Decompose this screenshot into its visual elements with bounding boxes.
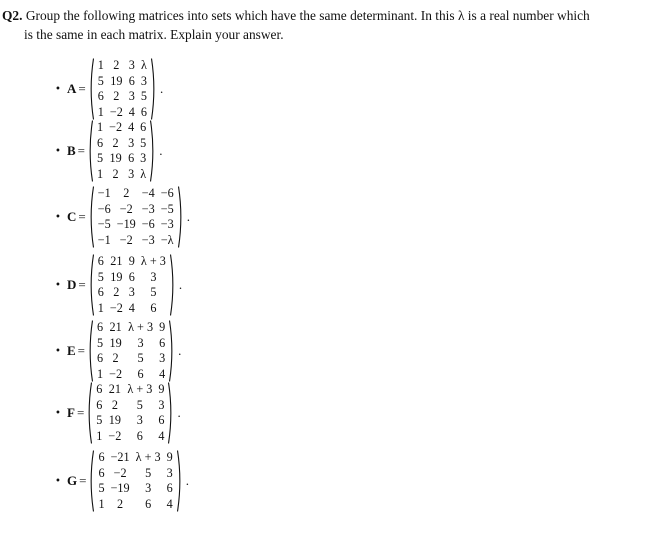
equals-sign: = — [78, 209, 86, 224]
matrix-cell: 5 — [140, 89, 147, 103]
matrix-cell: 21 — [110, 254, 123, 268]
matrix-cell: −5 — [97, 217, 111, 231]
matrix-cell: 3 — [128, 89, 135, 103]
matrix-label: A — [67, 81, 77, 96]
matrix-cell: 4 — [128, 120, 135, 134]
matrix — [87, 120, 156, 182]
matrix-cell: 1 — [97, 120, 104, 134]
matrix-item-f — [55, 381, 181, 445]
matrix-cell: 3 — [150, 269, 157, 284]
matrix-cell: λ + 3 — [128, 320, 154, 334]
matrix — [88, 58, 157, 120]
matrix-item-c — [55, 185, 190, 249]
matrix-cell: λ — [140, 166, 147, 181]
matrix-cell: 5 — [145, 465, 152, 480]
matrix-cell: 1 — [97, 366, 104, 381]
matrix-cell: 2 — [117, 496, 124, 511]
matrix-cell: 4 — [128, 300, 135, 315]
matrix-cell: 19 — [109, 335, 122, 350]
matrix-cell: −1 — [97, 232, 111, 247]
matrix-cell: 6 — [136, 428, 143, 443]
equals-sign: = — [79, 473, 87, 488]
bullet: • — [55, 83, 61, 95]
matrix-cell: 2 — [123, 186, 130, 200]
matrix-cell: 6 — [96, 397, 103, 412]
matrix-cell: 6 — [140, 120, 147, 134]
matrix-cell: 6 — [159, 335, 166, 350]
matrix-cell: 3 — [128, 135, 135, 150]
matrix-cell: 21 — [109, 320, 122, 334]
period: . — [186, 209, 190, 224]
matrix-label: B — [67, 143, 76, 158]
matrix-cell: 6 — [166, 481, 173, 495]
matrix-cell: 6 — [97, 351, 104, 365]
matrix-cell: −3 — [141, 232, 155, 247]
equals-sign: = — [77, 143, 86, 158]
matrix-label: E — [67, 343, 76, 358]
question-line-2: is the same in each matrix. Explain your answer. — [24, 27, 284, 42]
equals-sign: = — [78, 81, 86, 96]
matrix-cell: −3 — [141, 201, 155, 216]
matrix-cell: −2 — [109, 300, 123, 315]
matrix-cell: 6 — [96, 382, 103, 396]
matrix-label: D — [67, 277, 77, 292]
matrix-cell: 6 — [97, 254, 104, 268]
right-parenthesis — [178, 186, 184, 248]
matrix-cell: 2 — [113, 285, 120, 299]
matrix-cell: 6 — [98, 450, 105, 464]
matrix-entries — [94, 450, 176, 512]
matrix-cell: 2 — [111, 397, 118, 412]
matrix-cell: −2 — [109, 120, 123, 134]
matrix-cell: 19 — [110, 269, 123, 284]
matrix-cell: 4 — [159, 366, 166, 381]
matrix-cell: λ + 3 — [127, 382, 153, 396]
equals-sign: = — [77, 343, 86, 358]
matrix-cell: −19 — [116, 217, 136, 231]
matrix-cell: −6 — [160, 186, 174, 200]
bullet: • — [55, 145, 61, 157]
matrix-cell: 6 — [97, 89, 104, 103]
right-parenthesis — [168, 382, 174, 444]
matrix-cell: 6 — [97, 320, 104, 334]
matrix-cell: 6 — [128, 73, 135, 88]
matrix-cell: 5 — [97, 151, 104, 165]
matrix-cell: −1 — [97, 186, 111, 200]
matrix-cell: 5 — [97, 269, 104, 284]
matrix-cell: 6 — [150, 300, 157, 315]
matrix-cell: 9 — [158, 382, 165, 396]
matrix-entries — [92, 382, 168, 444]
matrix-cell: 6 — [128, 269, 135, 284]
right-parenthesis — [150, 120, 156, 182]
matrix-cell: 1 — [98, 496, 105, 511]
matrix-cell: 6 — [137, 366, 144, 381]
matrix-cell: 6 — [128, 151, 135, 165]
matrix — [87, 320, 175, 382]
matrix-cell: 2 — [113, 89, 120, 103]
question-prompt: Group the following matrices into sets which have the same determinant. In this λ is a real number which — [25, 8, 590, 23]
right-parenthesis — [177, 450, 183, 512]
matrix-cell: 5 — [137, 351, 144, 365]
matrix-cell: 5 — [140, 135, 147, 150]
matrix-cell: 3 — [128, 58, 135, 72]
period: . — [159, 81, 164, 96]
matrix-item-g — [55, 449, 189, 513]
period: . — [185, 473, 189, 488]
matrix-cell: 5 — [97, 335, 104, 350]
matrix-item-e — [55, 319, 181, 383]
bullet: • — [55, 279, 61, 291]
matrix-item-b — [55, 119, 163, 183]
matrix-cell: 5 — [98, 481, 105, 495]
matrix-cell: 5 — [97, 73, 104, 88]
matrix-cell: −2 — [108, 428, 122, 443]
matrix-cell: −3 — [160, 217, 174, 231]
matrix-cell: 19 — [109, 151, 122, 165]
right-parenthesis — [169, 320, 175, 382]
matrix-cell: 4 — [128, 104, 135, 119]
matrix-cell: −19 — [110, 481, 130, 495]
matrix-cell: 3 — [158, 397, 165, 412]
matrix-cell: 4 — [158, 428, 165, 443]
period: . — [177, 405, 181, 420]
matrix-cell: 2 — [112, 351, 119, 365]
matrix-cell: 1 — [97, 166, 104, 181]
matrix-entries — [93, 320, 169, 382]
matrix-cell: 1 — [97, 104, 104, 119]
matrix-item-a — [55, 57, 163, 121]
matrix-label: C — [67, 209, 77, 224]
matrix-entries — [94, 186, 178, 248]
matrix-cell: 6 — [97, 135, 104, 150]
matrix-cell: 3 — [140, 151, 147, 165]
bullet: • — [55, 211, 61, 223]
matrix-cell: 3 — [128, 285, 135, 299]
matrix-cell: 5 — [136, 397, 143, 412]
matrix-cell: 9 — [159, 320, 166, 334]
equals-sign: = — [76, 405, 85, 420]
matrix-cell: 4 — [166, 496, 173, 511]
matrix-entries — [94, 254, 170, 316]
matrix-cell: 1 — [96, 428, 103, 443]
matrix-cell: 9 — [128, 254, 135, 268]
matrix-entries — [93, 120, 150, 182]
matrix-cell: 3 — [136, 413, 143, 427]
matrix-entries — [94, 58, 151, 120]
matrix-cell: −2 — [109, 366, 123, 381]
right-parenthesis — [170, 254, 176, 316]
bullet: • — [55, 345, 61, 357]
matrix-label: G — [67, 473, 78, 488]
matrix-cell: 1 — [97, 58, 104, 72]
matrix-cell: −6 — [141, 217, 155, 231]
matrix-cell: λ + 3 — [140, 254, 166, 268]
matrix-cell: 9 — [166, 450, 173, 464]
matrix-cell: −5 — [160, 201, 174, 216]
matrix — [88, 254, 176, 316]
matrix-cell: 3 — [140, 73, 147, 88]
matrix-cell: 5 — [150, 285, 157, 299]
matrix-label: F — [67, 405, 75, 420]
matrix-item-d — [55, 253, 182, 317]
matrix-cell: 2 — [112, 166, 119, 181]
matrix — [88, 186, 184, 248]
matrix-cell: 3 — [145, 481, 152, 495]
matrix-cell: 19 — [108, 413, 121, 427]
matrix-cell: 6 — [98, 465, 105, 480]
matrix-cell: −2 — [109, 104, 123, 119]
matrix — [86, 382, 174, 444]
question-text — [2, 6, 642, 44]
period: . — [178, 277, 183, 292]
matrix-cell: 3 — [128, 166, 135, 181]
equals-sign: = — [78, 277, 86, 292]
question-line-1 — [2, 6, 642, 25]
matrix-cell: 21 — [108, 382, 121, 396]
bullet: • — [55, 407, 61, 419]
right-parenthesis — [151, 58, 157, 120]
matrix-cell: 2 — [113, 58, 120, 72]
matrix-cell: 6 — [158, 413, 165, 427]
matrix-cell: 6 — [145, 496, 152, 511]
matrix-cell: 5 — [96, 413, 103, 427]
matrix-cell: 6 — [140, 104, 147, 119]
matrix-cell: 3 — [166, 465, 173, 480]
matrix-cell: λ + 3 — [135, 450, 161, 464]
matrix — [88, 450, 182, 512]
period: . — [159, 143, 163, 158]
matrix-cell: −6 — [97, 201, 111, 216]
matrix-cell: 3 — [159, 351, 166, 365]
matrix-cell: −4 — [141, 186, 155, 200]
matrix-cell: λ — [140, 58, 147, 72]
matrix-cell: 1 — [97, 300, 104, 315]
bullet: • — [55, 475, 61, 487]
matrix-cell: −2 — [113, 465, 127, 480]
matrix-cell: −2 — [119, 201, 133, 216]
question-number: Q2. — [2, 8, 23, 23]
matrix-cell: 19 — [110, 73, 123, 88]
matrix-cell: −λ — [160, 232, 174, 247]
matrix-cell: −2 — [119, 232, 133, 247]
matrix-cell: 6 — [97, 285, 104, 299]
matrix-cell: −21 — [110, 450, 130, 464]
matrix-cell: 3 — [137, 335, 144, 350]
matrix-cell: 2 — [112, 135, 119, 150]
period: . — [178, 343, 182, 358]
